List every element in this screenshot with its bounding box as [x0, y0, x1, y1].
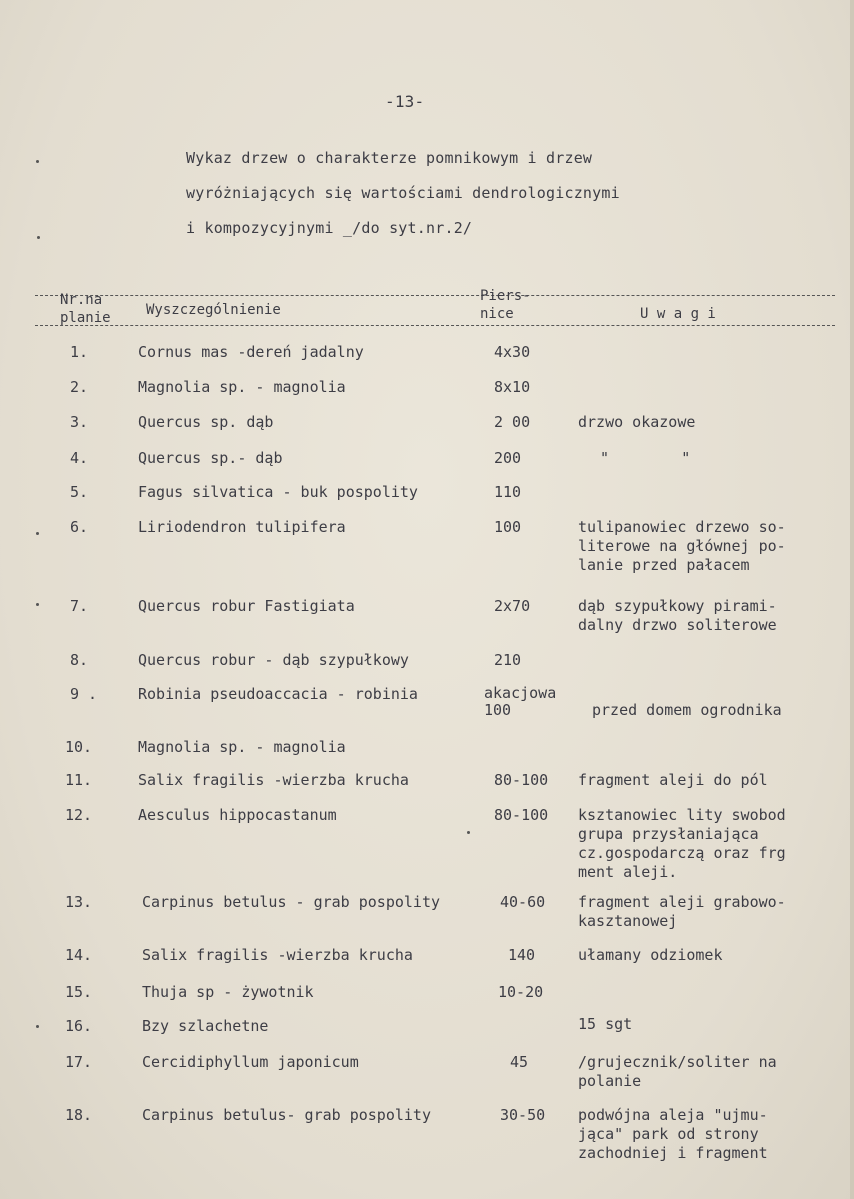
- row-name: Quercus sp.- dąb: [138, 449, 283, 467]
- row-notes: fragment aleji do pól: [578, 771, 768, 789]
- margin-speck: [36, 160, 39, 163]
- row-nr: 10.: [65, 738, 93, 756]
- row-nr: 13.: [65, 893, 93, 911]
- row-notes: dąb szypułkowy pirami- dalny drzwo soliterowe: [578, 597, 777, 634]
- row-name: Quercus sp. dąb: [138, 413, 274, 431]
- row-nr: 3.: [70, 413, 89, 431]
- row-notes: 15 sgt: [578, 1015, 633, 1033]
- row-notes: /grujecznik/soliter na polanie: [578, 1053, 777, 1090]
- row-notes: ksztanowiec lity swobod grupa przysłaniająca cz.gospodarczą oraz frg ment aleji.: [578, 806, 786, 881]
- row-notes: tulipanowiec drzewo so- literowe na głównej po- lanie przed pałacem: [578, 518, 786, 574]
- row-circ: 100: [494, 518, 522, 536]
- row-name: Thuja sp - żywotnik: [142, 983, 314, 1001]
- page-edge: [850, 0, 854, 1199]
- title-line-1: Wykaz drzew o charakterze pomnikowym i drzew: [186, 149, 593, 167]
- page-number: -13-: [385, 92, 425, 111]
- margin-speck: [36, 532, 39, 535]
- row-nr: 9 .: [70, 685, 98, 703]
- row-circ: 40-60: [500, 893, 546, 911]
- row-name: Quercus robur - dąb szypułkowy: [138, 651, 409, 669]
- row-name: Liriodendron tulipifera: [138, 518, 346, 536]
- row-notes: fragment aleji grabowo- kasztanowej: [578, 893, 786, 930]
- header-bottom-rule: [35, 325, 835, 326]
- row-name: Salix fragilis -wierzba krucha: [142, 946, 413, 964]
- row-nr: 16.: [65, 1017, 93, 1035]
- margin-speck: [37, 236, 40, 239]
- row-notes: drzwo okazowe: [578, 413, 696, 431]
- header-top-rule: [35, 295, 835, 296]
- row-name: Quercus robur Fastigiata: [138, 597, 355, 615]
- row-name: Bzy szlachetne: [142, 1017, 269, 1035]
- row-notes: podwójna aleja "ujmu- jąca" park od strony zachodniej i fragment: [578, 1106, 768, 1162]
- row-name: Cornus mas -dereń jadalny: [138, 343, 364, 361]
- margin-speck: [36, 603, 39, 606]
- title-line-2: wyróżniających się wartościami dendrologicznymi: [186, 184, 620, 202]
- header-nr-line2: planie: [60, 310, 111, 326]
- row-circ: 80-100: [494, 771, 549, 789]
- row-name: Fagus silvatica - buk pospolity: [138, 483, 418, 501]
- row-circ: 2 00: [494, 413, 531, 431]
- header-name: Wyszczególnienie: [146, 302, 281, 318]
- margin-speck: [36, 1025, 39, 1028]
- row-circ: 140: [508, 946, 536, 964]
- row-nr: 15.: [65, 983, 93, 1001]
- header-notes: U w a g i: [640, 306, 716, 322]
- row-nr: 6.: [70, 518, 89, 536]
- row-nr: 12.: [65, 806, 93, 824]
- row-circ: akacjowa 100: [484, 684, 557, 719]
- ink-speck: [467, 831, 470, 834]
- row-nr: 11.: [65, 771, 93, 789]
- row-notes: przed domem ogrodnika: [592, 701, 782, 719]
- row-name: Magnolia sp. - magnolia: [138, 738, 346, 756]
- row-circ: 80-100: [494, 806, 549, 824]
- row-name: Carpinus betulus- grab pospolity: [142, 1106, 431, 1124]
- row-nr: 14.: [65, 946, 93, 964]
- row-circ: 2x70: [494, 597, 531, 615]
- row-nr: 2.: [70, 378, 89, 396]
- row-circ: 8x10: [494, 378, 531, 396]
- row-circ: 4x30: [494, 343, 531, 361]
- header-circ-line2: nice: [480, 306, 514, 322]
- row-name: Salix fragilis -wierzba krucha: [138, 771, 409, 789]
- row-name: Magnolia sp. - magnolia: [138, 378, 346, 396]
- row-nr: 18.: [65, 1106, 93, 1124]
- row-circ: 200: [494, 449, 522, 467]
- row-notes: ułamany odziomek: [578, 946, 723, 964]
- row-circ: 110: [494, 483, 522, 501]
- header-nr-line1: Nr.na: [60, 292, 103, 308]
- row-name: Robinia pseudoaccacia - robinia: [138, 685, 418, 703]
- header-circ-line1: Piers-: [480, 288, 531, 304]
- row-circ: 10-20: [498, 983, 544, 1001]
- row-nr: 7.: [70, 597, 89, 615]
- row-nr: 17.: [65, 1053, 93, 1071]
- row-nr: 5.: [70, 483, 89, 501]
- row-name: Aesculus hippocastanum: [138, 806, 337, 824]
- row-notes: " ": [600, 449, 691, 467]
- row-circ: 30-50: [500, 1106, 546, 1124]
- row-circ: 45: [510, 1053, 529, 1071]
- title-line-3: i kompozycyjnymi _/do syt.nr.2/: [186, 219, 473, 237]
- row-nr: 8.: [70, 651, 89, 669]
- row-name: Cercidiphyllum japonicum: [142, 1053, 359, 1071]
- row-nr: 1.: [70, 343, 89, 361]
- row-nr: 4.: [70, 449, 89, 467]
- row-name: Carpinus betulus - grab pospolity: [142, 893, 441, 911]
- row-circ: 210: [494, 651, 522, 669]
